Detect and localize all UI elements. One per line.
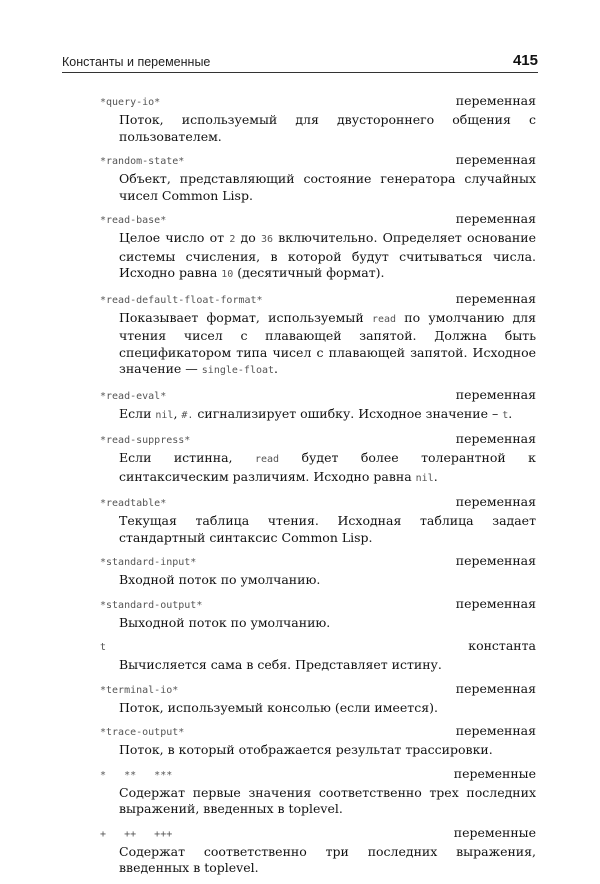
- desc-text: Входной поток по умолчанию.: [119, 572, 321, 587]
- glossary-entry: [100, 291, 536, 380]
- entry-heading: [100, 681, 536, 698]
- entry-name: *standard-input*: [100, 557, 197, 568]
- inline-code: single-float: [201, 365, 275, 376]
- inline-code: 2: [229, 234, 236, 245]
- entry-heading: [100, 152, 536, 169]
- entry-name: *query-io*: [100, 97, 161, 108]
- desc-text: по умолчанию для чтения чисел с плавающей запятой. Должна быть спецификатором типа чисел с плавающей запятой. Исходное значение —: [119, 309, 536, 376]
- desc-text: Показывает формат, используемый: [119, 309, 372, 325]
- page-number: 415: [512, 52, 538, 69]
- inline-code: nil: [155, 409, 174, 421]
- entry-heading: [100, 723, 536, 740]
- desc-text: до: [235, 230, 261, 245]
- desc-text: Если: [119, 405, 156, 421]
- entry-kind: переменная: [455, 290, 536, 306]
- entry-kind: переменные: [453, 824, 536, 840]
- glossary-entry: [100, 825, 536, 877]
- desc-text: Содержат первые значения соответственно трех последних выражений, введенных в toplevel.: [119, 784, 536, 816]
- entry-name: *standard-output*: [100, 599, 203, 611]
- entry-kind: переменная: [455, 494, 536, 509]
- entry-name: *read-base*: [100, 215, 167, 226]
- entry-name: + ++ +++: [100, 828, 173, 840]
- entry-name: *readtable*: [100, 498, 167, 509]
- desc-text: .: [433, 468, 438, 484]
- entry-name: *read-eval*: [100, 390, 167, 402]
- entry-heading: [100, 553, 536, 570]
- glossary-entry: [100, 596, 536, 632]
- glossary-entry: [100, 766, 536, 818]
- running-header: [62, 52, 538, 73]
- desc-text: будет более толерантной к синтаксическим различиям. Исходно равна: [119, 450, 536, 484]
- entry-name: *terminal-io*: [100, 684, 179, 696]
- entry-description: [119, 406, 536, 425]
- desc-text: Поток, в который отображается результат трассировки.: [119, 742, 493, 757]
- desc-text: (десятичный формат).: [233, 265, 385, 280]
- desc-text: Если истинна,: [119, 450, 255, 465]
- entry-heading: [100, 825, 536, 842]
- entry-description: [119, 615, 536, 632]
- desc-text: Вычисляется сама в себя. Представляет истину.: [119, 657, 442, 672]
- desc-text: .: [274, 361, 279, 376]
- entry-description: [119, 700, 536, 717]
- glossary-entry: [100, 93, 536, 145]
- entry-kind: переменная: [455, 211, 536, 226]
- desc-text: Поток, используемый для двустороннего общения с пользователем.: [119, 112, 536, 144]
- inline-code: t: [502, 409, 509, 421]
- glossary-entry: [100, 553, 536, 589]
- entry-description: [119, 657, 536, 674]
- entry-name: *read-default-float-format*: [100, 294, 263, 306]
- inline-code: nil: [415, 472, 434, 484]
- entry-kind: переменная: [455, 93, 536, 108]
- entry-description: [119, 844, 536, 877]
- desc-text: включительно. Определяет основание системы счисления, в которой будут считываться числа. Исходно равна: [119, 230, 536, 280]
- entry-heading: [100, 596, 536, 613]
- inline-code: 10: [221, 269, 234, 280]
- entry-description: [119, 572, 536, 589]
- entry-description: [119, 513, 536, 546]
- desc-text: Объект, представляющий состояние генератора случайных чисел Common Lisp.: [119, 171, 536, 203]
- glossary-entry: [100, 638, 536, 674]
- glossary-entry: [100, 681, 536, 717]
- inline-code: 36: [261, 234, 274, 245]
- glossary-entry: [100, 494, 536, 546]
- entry-kind: переменная: [455, 386, 536, 402]
- glossary-entry: [100, 152, 536, 204]
- desc-text: сигнализирует ошибку. Исходное значение –: [193, 405, 503, 421]
- entry-kind: переменная: [455, 431, 536, 446]
- entry-description: [119, 171, 536, 204]
- entry-kind: переменная: [455, 723, 536, 738]
- glossary-list: [100, 93, 536, 884]
- chapter-title: Константы и переменные: [62, 55, 211, 69]
- entry-heading: [100, 766, 536, 783]
- entry-kind: переменная: [455, 680, 536, 696]
- entry-name: *random-state*: [100, 156, 185, 167]
- desc-text: Поток, используемый консолью (если имеется).: [119, 699, 438, 715]
- entry-name: * ** ***: [100, 769, 173, 781]
- inline-code: #.: [181, 409, 194, 421]
- entry-kind: переменная: [455, 595, 536, 611]
- entry-heading: [100, 93, 536, 110]
- desc-text: Выходной поток по умолчанию.: [119, 614, 331, 630]
- entry-kind: переменные: [453, 765, 536, 781]
- entry-heading: [100, 638, 536, 655]
- desc-text: ,: [173, 405, 182, 421]
- desc-text: Содержат соответственно три последних выражения, введенных в toplevel.: [119, 843, 536, 875]
- entry-heading: [100, 494, 536, 511]
- desc-text: Целое число от: [119, 230, 230, 245]
- entry-description: [119, 742, 536, 759]
- entry-description: [119, 450, 536, 487]
- entry-heading: [100, 431, 536, 448]
- entry-description: [119, 310, 536, 380]
- entry-heading: [100, 291, 536, 308]
- entry-kind: константа: [468, 638, 536, 653]
- glossary-entry: [100, 211, 536, 284]
- entry-description: [119, 112, 536, 145]
- entry-description: [119, 230, 536, 284]
- glossary-entry: [100, 387, 536, 425]
- glossary-entry: [100, 723, 536, 759]
- entry-name: *read-suppress*: [100, 435, 191, 446]
- desc-text: .: [508, 405, 513, 421]
- entry-kind: переменная: [455, 553, 536, 568]
- desc-text: Текущая таблица чтения. Исходная таблица задает стандартный синтаксис Common Lisp.: [119, 513, 536, 545]
- inline-code: read: [371, 313, 397, 325]
- entry-name: t: [100, 642, 107, 653]
- inline-code: read: [254, 454, 280, 465]
- entry-heading: [100, 387, 536, 404]
- entry-description: [119, 785, 536, 818]
- entry-heading: [100, 211, 536, 228]
- entry-name: *trace-output*: [100, 727, 185, 738]
- glossary-entry: [100, 431, 536, 487]
- entry-kind: переменная: [455, 152, 536, 167]
